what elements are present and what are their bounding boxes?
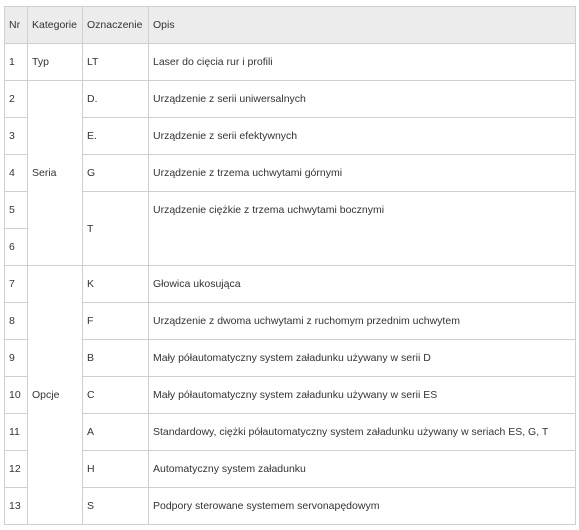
row-nr: 1 [5,44,28,81]
category-typ: Typ [28,44,83,81]
table-row [5,44,576,81]
row-nr: 5 [5,192,28,229]
row-nr: 2 [5,81,28,118]
row-desc: Laser do cięcia rur i profili [149,44,576,81]
row-desc: Automatyczny system załadunku [149,451,576,488]
row-nr: 6 [5,229,28,266]
row-code: H [83,451,149,488]
row-desc: Głowica ukosująca [149,266,576,303]
row-code: S [83,488,149,525]
header-row [5,7,576,44]
table-row [5,451,576,488]
header-opis: Opis [149,7,576,44]
row-code: B [83,340,149,377]
row-code: LT [83,44,149,81]
row-code: G [83,155,149,192]
table-row [5,377,576,414]
table-row [5,488,576,525]
row-desc: Urządzenie z serii uniwersalnych [149,81,576,118]
row-desc: Podpory sterowane systemem servonapędowym [149,488,576,525]
row-code: D. [83,81,149,118]
row-desc: Urządzenie ciężkie z trzema uchwytami bocznymi [149,192,576,266]
row-code: K [83,266,149,303]
row-code: F [83,303,149,340]
table-row [5,414,576,451]
row-nr: 3 [5,118,28,155]
row-desc: Urządzenie z trzema uchwytami górnymi [149,155,576,192]
row-code: C [83,377,149,414]
row-desc: Urządzenie z dwoma uchwytami z ruchomym przednim uchwytem [149,303,576,340]
table-row [5,303,576,340]
row-nr: 9 [5,340,28,377]
header-kategorie: Kategorie [28,7,83,44]
table-row [5,155,576,192]
row-code: E. [83,118,149,155]
header-oznaczenie: Oznaczenie [83,7,149,44]
row-code: A [83,414,149,451]
category-opcje: Opcje [28,266,83,525]
row-desc: Mały półautomatyczny system załadunku używany w serii ES [149,377,576,414]
category-seria: Seria [28,81,83,266]
row-desc: Urządzenie z serii efektywnych [149,118,576,155]
row-nr: 7 [5,266,28,303]
row-nr: 8 [5,303,28,340]
row-nr: 11 [5,414,28,451]
row-code: T [83,192,149,266]
options-table [4,6,576,525]
row-nr: 4 [5,155,28,192]
table-row [5,81,576,118]
row-desc: Standardowy, ciężki półautomatyczny system załadunku używany w seriach ES, G, T [149,414,576,451]
row-nr: 10 [5,377,28,414]
row-nr: 12 [5,451,28,488]
table-row [5,118,576,155]
row-nr: 13 [5,488,28,525]
table-row [5,192,576,229]
table-row [5,266,576,303]
row-desc: Mały półautomatyczny system załadunku używany w serii D [149,340,576,377]
header-nr: Nr [5,7,28,44]
table-row [5,340,576,377]
